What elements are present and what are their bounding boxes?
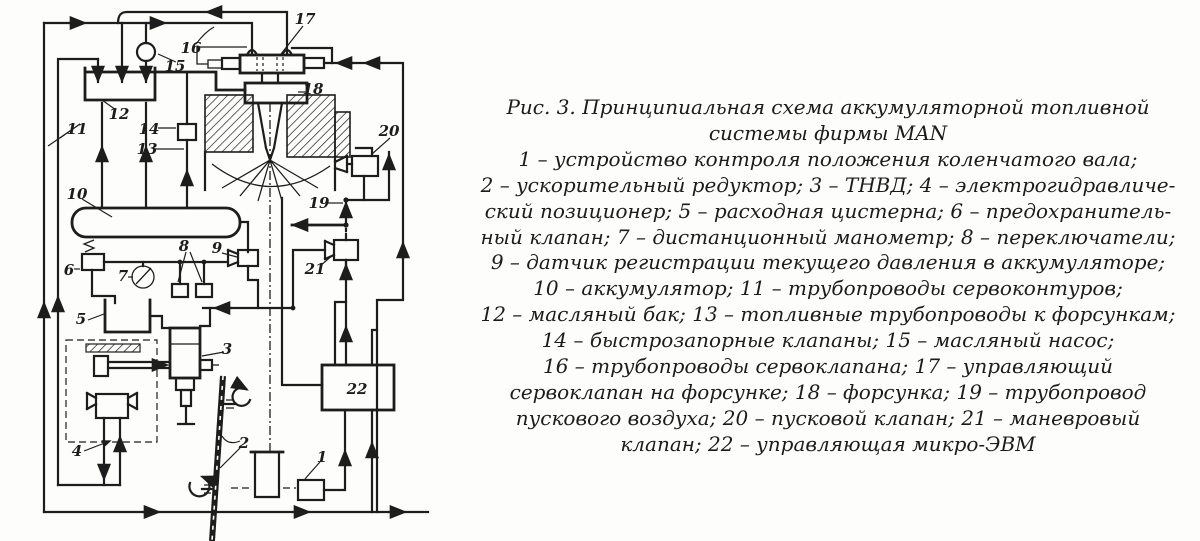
diagram-label-22: 22 [346,380,368,398]
caption-line: Рис. 3. Принципиальная схема аккумуляторной топливной [506,95,1150,119]
diagram-label-5: 5 [75,310,87,328]
diagram-label-19: 19 [308,194,330,212]
caption-line: клапан; 22 – управляющая микро-ЭВМ [620,431,1036,456]
pressure-sensor [228,250,258,266]
caption-line: 10 – аккумулятор; 11 – трубопроводы сервоконтуров; [533,276,1123,301]
diagram-label-21: 21 [304,260,326,278]
accumulator [72,208,240,237]
quick-closing-valve [178,124,196,140]
diagram-label-6: 6 [63,261,75,279]
diagram-label-18: 18 [302,80,324,98]
caption-line: 9 – датчик регистрации текущего давления в аккумуляторе; [490,250,1166,275]
supply-tank [105,300,150,332]
diagram-label-1: 1 [316,448,328,466]
caption-line: ский позиционер; 5 – расходная цистерна; 6 – предохранитель- [484,198,1172,223]
junction-dots [178,197,349,310]
oil-pump [137,43,155,61]
diagram-label-7: 7 [117,267,129,285]
caption-line: 16 – трубопроводы сервоклапана; 17 – управляющий [542,354,1113,379]
caption-line: 1 – устройство контроля положения коленчатого вала; [518,146,1138,171]
fuel-system-schematic [0,0,456,541]
diagram-label-2: 2 [238,434,250,452]
diagram-label-14: 14 [138,120,160,138]
diagram-label-20: 20 [378,122,400,140]
fuel-pump [170,328,219,424]
accelerating-gear-shaft [189,376,250,541]
diagram-label-15: 15 [164,57,186,75]
manometer [132,262,154,288]
diagram-label-10: 10 [66,185,88,203]
diagram-label-11: 11 [66,120,88,138]
cylinder-head [205,95,350,190]
diagram-label-13: 13 [136,140,158,158]
figure-caption [458,95,1198,458]
positioner [66,340,168,485]
crank-position-device [231,452,324,500]
pressure-switches [172,262,212,297]
diagram-label-9: 9 [211,239,223,257]
caption-line: 14 – быстрозапорные клапаны; 15 – масляный насос; [541,328,1115,353]
diagram-label-12: 12 [108,105,130,123]
caption-line: 12 – масляный бак; 13 – топливные трубопроводы к форсункам; [480,302,1176,327]
caption-line: пускового воздуха; 20 – пусковой клапан; 21 – маневровый [515,405,1141,430]
diagram-label-8: 8 [178,237,190,255]
diagram-label-4: 4 [71,442,83,460]
caption-line: 2 – ускорительный редуктор; 3 – ТНВД; 4 – электрогидравличе- [480,172,1176,197]
diagram-label-17: 17 [294,10,316,28]
safety-valve [82,240,104,270]
servo-valve [208,55,324,73]
caption-line: сервоклапан на форсунке; 18 – форсунка; 19 – трубопровод [509,379,1147,404]
caption-line: системы фирмы MAN [708,120,948,145]
diagram-label-3: 3 [221,340,233,358]
diagram-label-16: 16 [180,39,202,57]
caption-line: ный клапан; 7 – дистанционный манометр; 8 – переключатели; [480,224,1176,249]
